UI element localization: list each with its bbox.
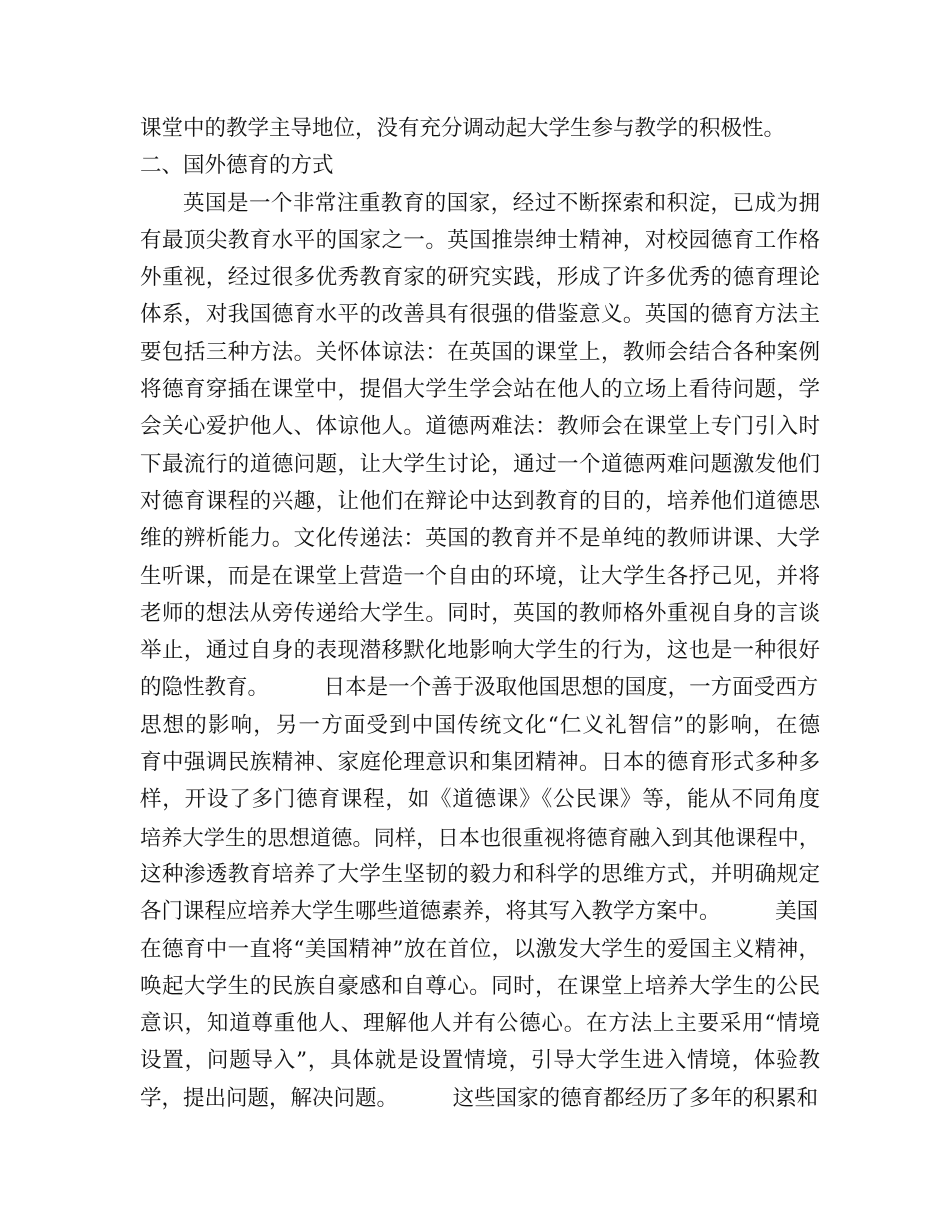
text-line: 这种渗透教育培养了大学生坚韧的毅力和科学的思维方式，并明确规定	[140, 861, 820, 887]
text-line: 对德育课程的兴趣，让他们在辩论中达到教育的目的，培养他们道德思	[140, 488, 820, 514]
text-line: 意识，知道尊重他人、理解他人并有公德心。在方法上主要采用“情境	[140, 1011, 820, 1037]
text-line: 有最顶尖教育水平的国家之一。英国推崇绅士精神，对校园德育工作格	[140, 227, 820, 253]
text-line: 各门课程应培养大学生哪些道德素养，将其写入教学方案中。 美国	[140, 899, 819, 925]
text-line: 的隐性教育。 日本是一个善于汲取他国思想的国度，一方面受西方	[140, 675, 819, 701]
text-line: 英国是一个非常注重教育的国家，经过不断探索和积淀，已成为拥	[183, 190, 820, 216]
text-line: 在德育中一直将“美国精神”放在首位，以激发大学生的爱国主义精神，	[140, 936, 820, 962]
text-line: 课堂中的教学主导地位，没有充分调动起大学生参与教学的积极性。	[140, 116, 786, 141]
text-line: 下最流行的道德问题，让大学生讨论，通过一个道德两难问题激发他们	[140, 451, 820, 477]
text-line: 样，开设了多门德育课程，如《道德课》《公民课》等，能从不同角度	[140, 787, 820, 813]
text-line: 要包括三种方法。关怀体谅法：在英国的课堂上，教师会结合各种案例	[140, 339, 820, 365]
text-line: 唤起大学生的民族自豪感和自尊心。同时，在课堂上培养大学生的公民	[140, 973, 820, 999]
text-line: 体系，对我国德育水平的改善具有很强的借鉴意义。英国的德育方法主	[140, 302, 820, 328]
text-line: 培养大学生的思想道德。同样，日本也很重视将德育融入到其他课程中，	[140, 824, 820, 850]
section-heading: 二、国外德育的方式	[140, 153, 334, 179]
text-line: 老师的想法从旁传递给大学生。同时，英国的教师格外重视自身的言谈	[140, 600, 820, 626]
text-line: 举止，通过自身的表现潜移默化地影响大学生的行为，这也是一种很好	[140, 638, 820, 664]
text-line: 思想的影响，另一方面受到中国传统文化“仁义礼智信”的影响，在德	[140, 712, 820, 738]
text-line: 会关心爱护他人、体谅他人。道德两难法：教师会在课堂上专门引入时	[140, 414, 820, 440]
body-text	[140, 110, 820, 1117]
text-line: 维的辨析能力。文化传递法：英国的教育并不是单纯的教师讲课、大学	[140, 526, 820, 552]
text-line: 学，提出问题，解决问题。 这些国家的德育都经历了多年的积累和	[140, 1085, 819, 1111]
text-line: 育中强调民族精神、家庭伦理意识和集团精神。日本的德育形式多种多	[140, 750, 820, 776]
text-line: 外重视，经过很多优秀教育家的研究实践，形成了许多优秀的德育理论	[140, 265, 820, 291]
text-line: 将德育穿插在课堂中，提倡大学生学会站在他人的立场上看待问题，学	[140, 377, 820, 403]
text-line: 设置，问题导入”，具体就是设置情境，引导大学生进入情境，体验教	[140, 1048, 820, 1074]
text-line: 生听课，而是在课堂上营造一个自由的环境，让大学生各抒己见，并将	[140, 563, 820, 589]
